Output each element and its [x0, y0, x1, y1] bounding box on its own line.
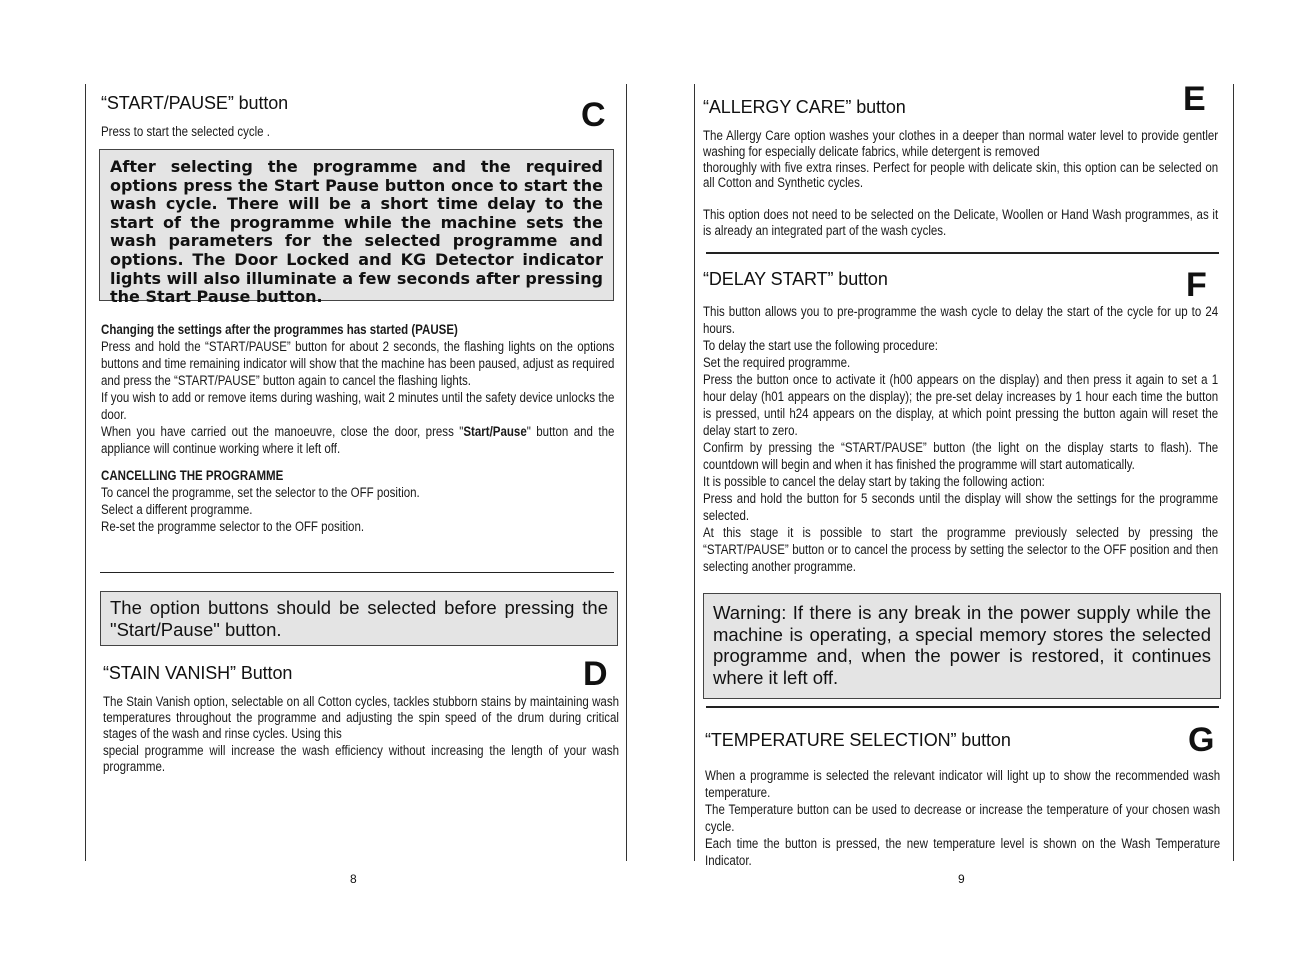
- start-pause-heading: “START/PAUSE” button: [101, 93, 289, 113]
- delay-start-line-8: At this stage it is possible to start the programme previously selected by pressing the “START/PAUSE” button or to cancel the process by setting the selector to the OFF position and then selecting another programme.: [703, 525, 1219, 574]
- left-page-left-rule: [85, 84, 86, 861]
- stain-vanish-heading: “STAIN VANISH” Button: [103, 663, 293, 683]
- left-page-right-rule: [626, 84, 627, 861]
- changing-settings-p3: [101, 423, 614, 457]
- changing-settings-p2: If you wish to add or remove items during washing, wait 2 minutes until the safety device unlocks the door.: [101, 390, 615, 422]
- changing-settings-section: [101, 321, 614, 535]
- right-divider-2: [706, 706, 1219, 708]
- section-letter-d: D: [583, 655, 608, 693]
- cancelling-line-1: To cancel the programme, set the selector to the OFF position.: [101, 485, 420, 500]
- allergy-care-p2: thoroughly with five extra rinses. Perfect for people with delicate skin, this option can be selected on all Cotton and Synthetic cycles.: [703, 159, 1219, 191]
- allergy-care-p1: The Allergy Care option washes your clothes in a deeper than normal water level to provide gentler washing for especially delicate fabrics, while detergent is removed: [703, 128, 1219, 159]
- delay-start-line-5: Confirm by pressing the “START/PAUSE” button (the light on the display starts to flash). The countdown will begin and when it has finished the programme will start automatically.: [703, 440, 1219, 472]
- temperature-line-1: When a programme is selected the relevant indicator will light up to show the recommended wash temperature.: [705, 768, 1221, 800]
- delay-start-line-6: It is possible to cancel the delay start by taking the following action:: [703, 474, 1045, 489]
- changing-settings-heading: Changing the settings after the programmes has started (PAUSE): [101, 322, 458, 337]
- section-letter-g: G: [1188, 721, 1215, 759]
- p3-post: " button and the appliance will continue working where it left off.: [101, 424, 615, 456]
- cancelling-line-2: Select a different programme.: [101, 502, 253, 517]
- start-pause-intro: [101, 123, 617, 140]
- p3-pre: When you have carried out the manoeuvre, close the door, press ": [101, 424, 464, 439]
- left-divider: [100, 572, 614, 573]
- stain-vanish-p2: special programme will increase the wash efficiency without increasing the length of your wash programme.: [103, 742, 619, 774]
- allergy-care-text: [703, 128, 1218, 239]
- temperature-heading: “TEMPERATURE SELECTION” button: [705, 730, 1011, 750]
- page-number-9: 9: [958, 872, 965, 886]
- delay-start-line-4: Press the button once to activate it (h00 appears on the display) and then press it again to set a 1 hour delay (h01 appears on the display); the pre-set delay increases by 1 hour each time the button is pressed, until h24 appears on the display, at which point pressing the button again will reset the delay start to zero.: [703, 372, 1219, 438]
- right-page-left-rule: [694, 84, 695, 861]
- spacer: [703, 191, 1218, 207]
- start-pause-intro-text: Press to start the selected cycle .: [101, 124, 270, 139]
- section-letter-f: F: [1186, 266, 1207, 304]
- warning-text: Warning: If there is any break in the power supply while the machine is operating, a special memory stores the selected programme and, when the power is restored, it continues where it left off.: [713, 602, 1211, 688]
- start-pause-info-text: After selecting the programme and the required options press the Start Pause button once to start the wash cycle. There will be a short time delay to the start of the programme while the machine sets the wash parameters for the selected programme and options. The Door Locked and KG Detector indicator lights will also illuminate a few seconds after pressing the Start Pause button.: [110, 157, 603, 307]
- option-note-text: The option buttons should be selected before pressing the "Start/Pause" button.: [110, 597, 608, 640]
- delay-start-line-7: Press and hold the button for 5 seconds until the display will show the settings for the programme selected.: [703, 491, 1219, 523]
- delay-start-heading: “DELAY START” button: [703, 269, 888, 289]
- right-divider-1: [706, 252, 1219, 254]
- temperature-line-2: The Temperature button can be used to decrease or increase the temperature of your chosen wash cycle.: [705, 802, 1221, 834]
- cancelling-heading: CANCELLING THE PROGRAMME: [101, 468, 284, 483]
- warning-box: [703, 593, 1221, 699]
- allergy-care-heading: “ALLERGY CARE” button: [703, 97, 906, 117]
- delay-start-line-1: This button allows you to pre-programme the wash cycle to delay the start of the cycle for up to 24 hours.: [703, 304, 1219, 336]
- temperature-text: [705, 767, 1220, 869]
- delay-start-text: [703, 303, 1218, 575]
- changing-settings-p1: Press and hold the “START/PAUSE” button for about 2 seconds, the flashing lights on the options buttons and time remaining indicator will show that the machine has been paused, adjust as required and press the “START/PAUSE” button again to cancel the flashing lights.: [101, 339, 615, 388]
- section-letter-e: E: [1183, 80, 1206, 118]
- right-page-right-rule: [1233, 84, 1234, 861]
- stain-vanish-p1: The Stain Vanish option, selectable on all Cotton cycles, tackles stubborn stains by maintaining wash temperatures throughout the programme and adjusting the spin speed of the drum during critical stages of the wash and rinse cycles. Using this: [103, 694, 619, 742]
- start-pause-info-box: [99, 149, 614, 307]
- stain-vanish-text: [103, 694, 619, 775]
- delay-start-line-3: Set the required programme.: [703, 355, 851, 370]
- spacer: [101, 457, 614, 467]
- section-letter-c: C: [581, 96, 606, 134]
- temperature-line-3: Each time the button is pressed, the new temperature level is shown on the Wash Temperature Indicator.: [705, 836, 1221, 868]
- page-number-8: 8: [350, 872, 357, 886]
- cancelling-line-3: Re-set the programme selector to the OFF position.: [101, 519, 365, 534]
- allergy-care-p3: This option does not need to be selected on the Delicate, Woollen or Hand Wash programmes, as it is already an integrated part of the wash cycles.: [703, 207, 1219, 238]
- option-note-box: [100, 591, 618, 646]
- delay-start-line-2: To delay the start use the following procedure:: [703, 338, 938, 353]
- p3-bold: Start/Pause: [463, 424, 527, 439]
